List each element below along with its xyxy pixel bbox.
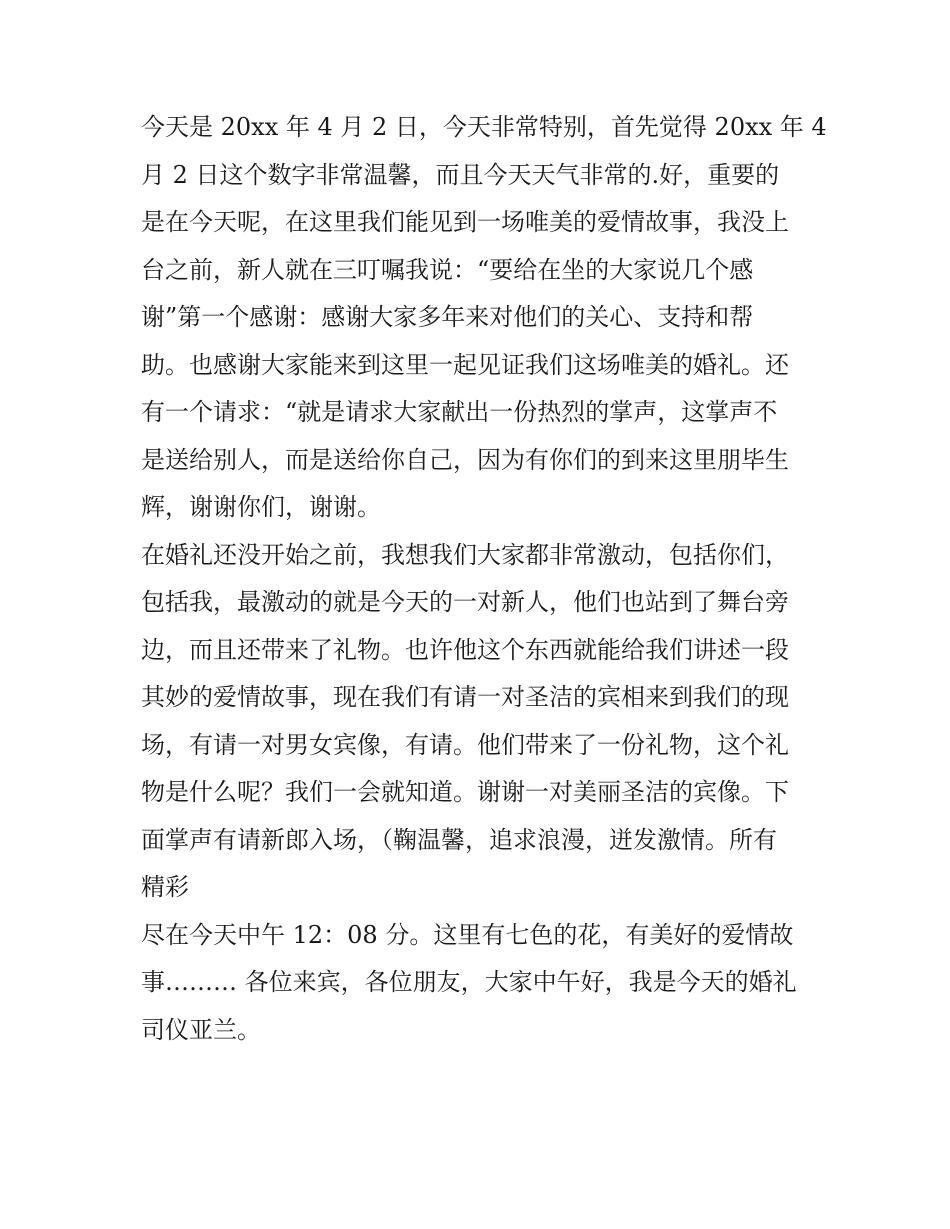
text-line: 是在今天呢，在这里我们能见到一场唯美的爱情故事，我没上 <box>141 208 789 236</box>
body-text <box>141 104 831 1054</box>
text-line: 助。也感谢大家能来到这里一起见证我们这场唯美的婚礼。还 <box>141 350 789 379</box>
text-line: 月 2 日这个数字非常温馨，而且今天天气非常的.好，重要的 <box>141 160 780 189</box>
text-line: 面掌声有请新郎入场，（鞠温馨，追求浪漫，迸发激情。所有 <box>141 825 777 854</box>
text-line: 是送给别人，而是送给你自己，因为有你们的到来这里朋毕生 <box>141 445 789 474</box>
text-line: 物是什么呢？我们一会就知道。谢谢一对美丽圣洁的宾像。下 <box>141 778 789 806</box>
text-line: 尽在今天中午 12：08 分。这里有七色的花，有美好的爱情故 <box>141 920 794 949</box>
text-line: 在婚礼还没开始之前，我想我们大家都非常激动，包括你们， <box>141 540 789 569</box>
text-line: 其妙的爱情故事，现在我们有请一对圣洁的宾相来到我们的现 <box>141 683 789 711</box>
text-line: 台之前，新人就在三叮嘱我说：“要给在坐的大家说几个感 <box>141 255 754 284</box>
text-line: 今天是 20xx 年 4 月 2 日，今天非常特别，首先觉得 20xx 年 4 <box>141 113 827 141</box>
text-line: 司仪亚兰。 <box>141 1015 261 1044</box>
text-line: 有一个请求：“就是请求大家献出一份热烈的掌声，这掌声不 <box>141 398 778 426</box>
text-line: 包括我，最激动的就是今天的一对新人，他们也站到了舞台旁 <box>141 588 789 616</box>
text-line: 事……… 各位来宾，各位朋友，大家中午好，我是今天的婚礼 <box>141 968 797 996</box>
text-line: 边，而且还带来了礼物。也许他这个东西就能给我们讲述一段 <box>141 635 789 664</box>
text-line: 谢”第一个感谢：感谢大家多年来对他们的关心、支持和帮 <box>141 303 754 331</box>
text-line: 辉，谢谢你们，谢谢。 <box>141 493 381 521</box>
text-line: 场，有请一对男女宾像，有请。他们带来了一份礼物，这个礼 <box>141 730 789 759</box>
text-line: 精彩 <box>141 873 189 901</box>
